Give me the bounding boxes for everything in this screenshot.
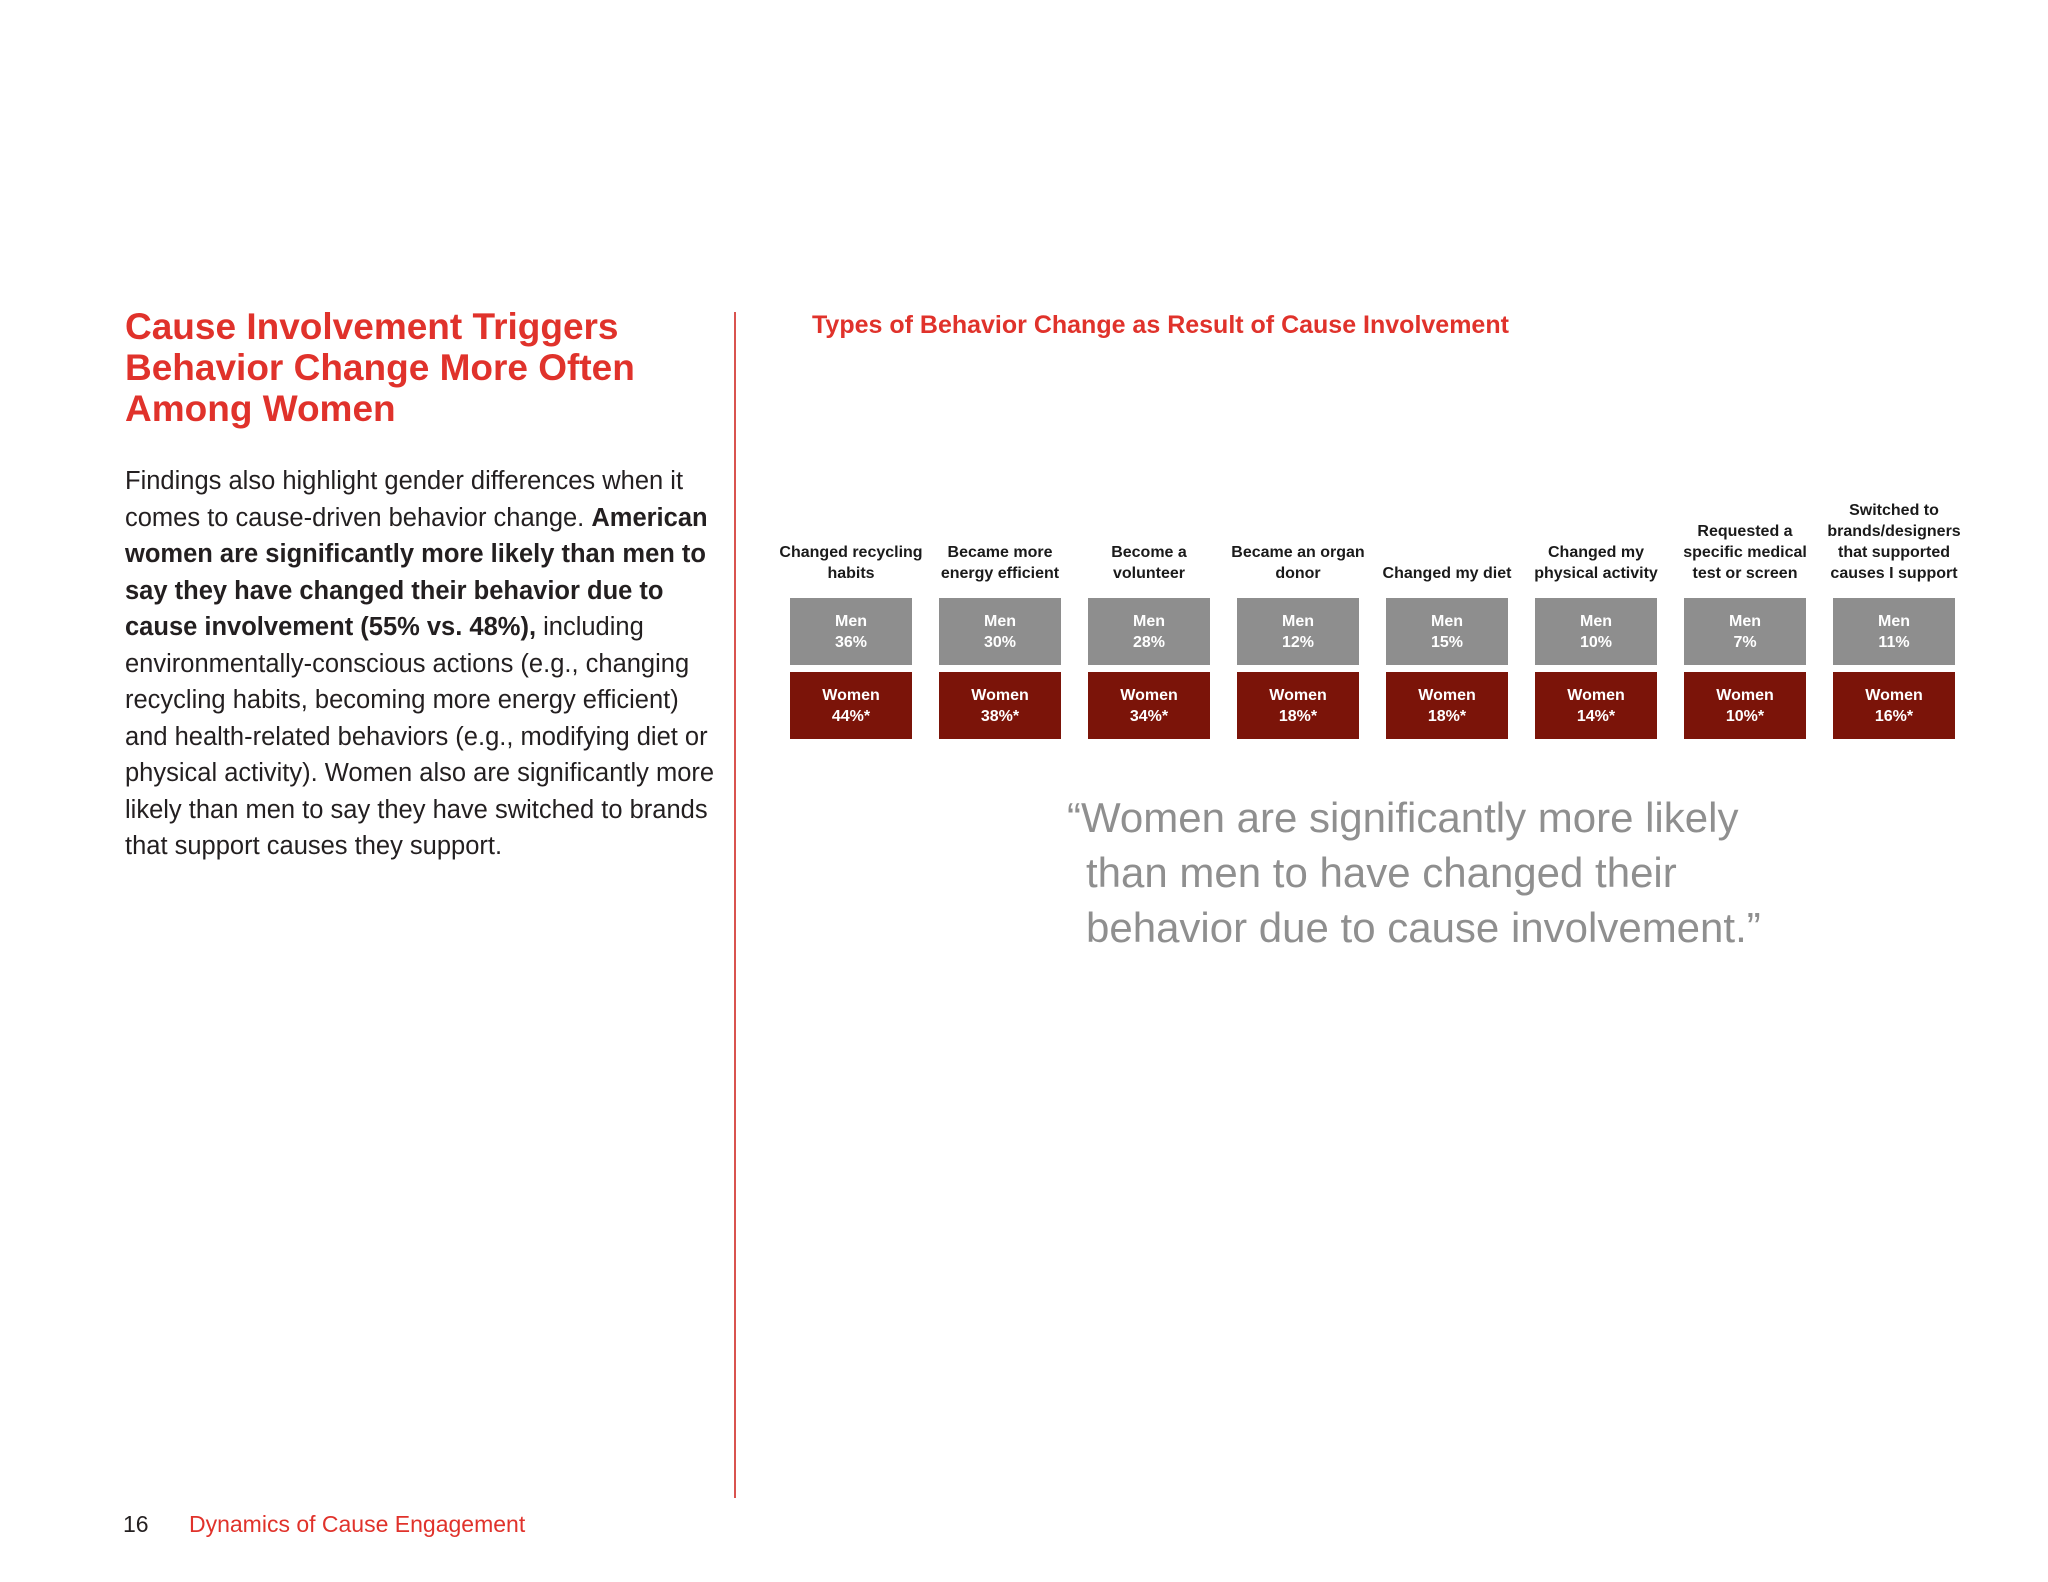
women-value-tile [1833, 672, 1955, 739]
series-name: Women [1120, 686, 1178, 704]
series-name: Men [1580, 612, 1612, 630]
category-label: Changed my diet [1382, 565, 1512, 582]
data-value: 34%* [1129, 707, 1169, 725]
women-value-tile [1237, 672, 1359, 739]
data-value: 18%* [1278, 707, 1318, 725]
series-name: Women [1865, 686, 1923, 704]
body-rest: including environmentally-conscious actions (e.g., changing recycling habits, becoming more energy efficient) and health-related behaviors (e.g., modifying diet or physical activity). Women also are significantly more likely than men to say they have switched to brands that support causes they support. [125, 613, 715, 860]
page-footer [123, 1509, 525, 1539]
data-value: 15% [1430, 633, 1464, 651]
data-value: 14%* [1576, 707, 1616, 725]
series-name: Men [1729, 612, 1761, 630]
data-value: 28% [1132, 633, 1166, 651]
women-value-tile [790, 672, 912, 739]
men-value-tile [1088, 598, 1210, 665]
behavior-change-chart [779, 500, 1961, 739]
body-paragraph [125, 463, 725, 865]
data-value: 18%* [1427, 707, 1467, 725]
men-value-tile [1386, 598, 1508, 665]
men-value-tile [939, 598, 1061, 665]
data-value: 11% [1878, 633, 1910, 651]
category-label: Switched to brands/designers that supported causes I support [1827, 502, 1961, 582]
series-name: Women [1418, 686, 1476, 704]
column-divider [734, 312, 736, 1498]
chart-title: Types of Behavior Change as Result of Cause Involvement [812, 311, 1509, 339]
data-value: 38%* [980, 707, 1020, 725]
pull-quote: “Women are significantly more likely than men to have changed their behavior due to cause involvement.” [1067, 794, 1761, 951]
category-label: Became an organ donor [1231, 544, 1365, 582]
series-name: Men [1282, 612, 1314, 630]
women-value-tile [1684, 672, 1806, 739]
men-value-tile [1684, 598, 1806, 665]
series-name: Women [971, 686, 1029, 704]
body-bold-finding: American women are significantly more likely than men to say they have changed their behavior due to cause involvement (55% vs. 48%), [125, 503, 708, 641]
category-label: Changed recycling habits [779, 544, 923, 582]
men-value-tile [1237, 598, 1359, 665]
headline: Cause Involvement Triggers Behavior Change More Often Among Women [125, 306, 635, 429]
women-value-tile [939, 672, 1061, 739]
category-label: Became more energy efficient [940, 544, 1060, 582]
category-label: Changed my physical activity [1534, 544, 1658, 582]
publication-title: Dynamics of Cause Engagement [188, 1511, 526, 1537]
series-name: Women [1716, 686, 1774, 704]
series-name: Women [1269, 686, 1327, 704]
chart-column [1088, 500, 1210, 739]
chart-column [779, 500, 923, 739]
women-value-tile [1386, 672, 1508, 739]
chart-column [939, 500, 1061, 739]
chart-column [1382, 500, 1512, 739]
men-value-tile [1535, 598, 1657, 665]
series-name: Men [1133, 612, 1165, 630]
series-name: Women [822, 686, 880, 704]
series-name: Women [1567, 686, 1625, 704]
body-intro: Findings also highlight gender differences when it comes to cause-driven behavior change. [125, 467, 684, 532]
data-value: 16%* [1874, 707, 1914, 725]
series-name: Men [1431, 612, 1463, 630]
data-value: 44%* [831, 707, 871, 725]
data-value: 36% [834, 633, 868, 651]
chart-column [1535, 500, 1657, 739]
series-name: Men [1878, 612, 1910, 630]
category-label: Requested a specific medical test or screen [1683, 523, 1807, 582]
women-value-tile [1535, 672, 1657, 739]
chart-column [1231, 500, 1365, 739]
data-value: 7% [1733, 633, 1757, 651]
data-value: 12% [1281, 633, 1315, 651]
series-name: Men [835, 612, 867, 630]
women-value-tile [1088, 672, 1210, 739]
series-name: Men [984, 612, 1016, 630]
chart-column [1827, 500, 1961, 739]
chart-column [1684, 500, 1806, 739]
data-value: 30% [983, 633, 1017, 651]
page-number: 16 [123, 1511, 149, 1537]
left-column [125, 306, 725, 865]
category-label: Become a volunteer [1111, 544, 1187, 582]
data-value: 10%* [1725, 707, 1765, 725]
data-value: 10% [1579, 633, 1613, 651]
men-value-tile [1833, 598, 1955, 665]
men-value-tile [790, 598, 912, 665]
